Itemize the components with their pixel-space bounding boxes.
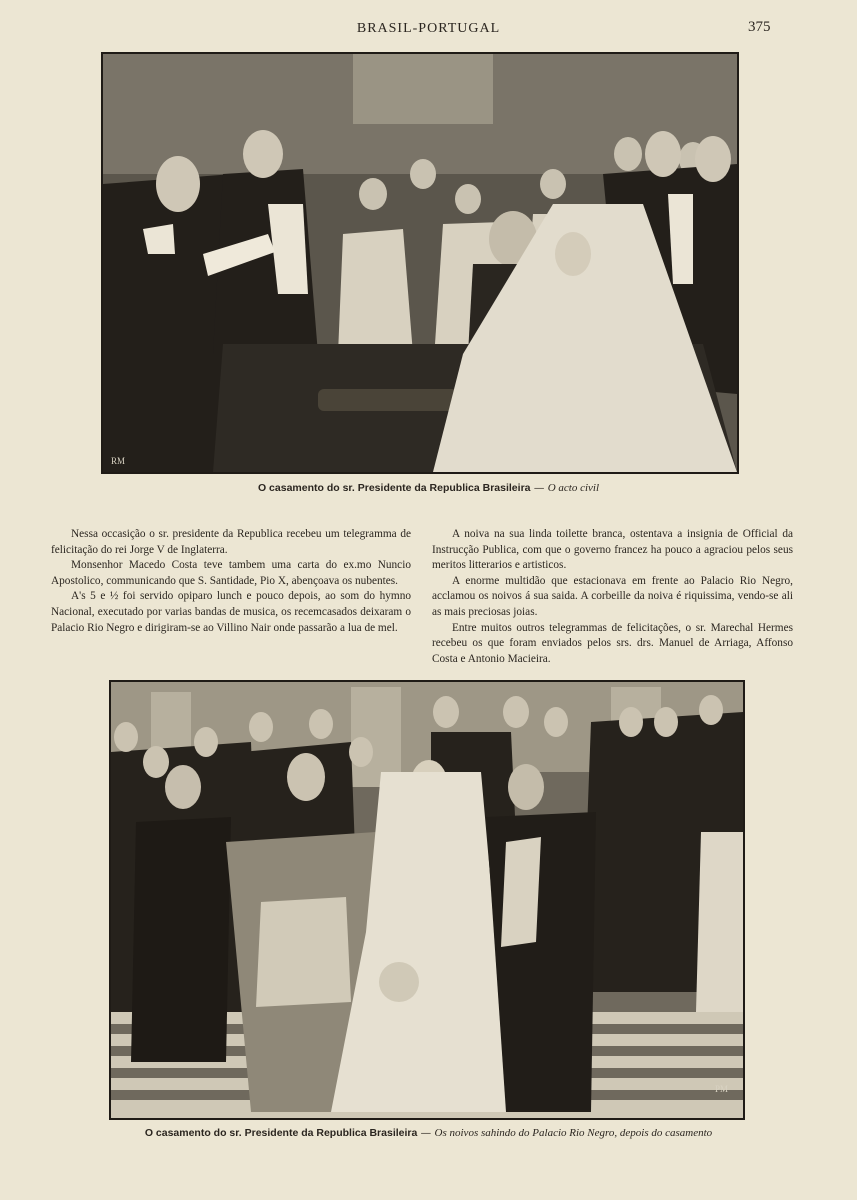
paragraph: A noiva na sua linda toilette branca, ostentava a insignia de Official da Instrucção Publica, com que o governo francez ha pouco a agraciou pelos seus meritos litterarios e artisticos.: [432, 528, 793, 572]
running-title: BRASIL-PORTUGAL: [356, 21, 501, 36]
photo-couple-leaving-illustration: [111, 682, 743, 1118]
caption-title: O casamento do sr. Presidente da Republica Brasileira: [144, 1127, 418, 1139]
text-column-right: [432, 527, 793, 667]
paragraph: A enorme multidão que estacionava em frente ao Palacio Rio Negro, acclamou os noivos á sua saida. A corbeille da noiva é riquissima, vendo-se ali as mais preciosas joias.: [432, 574, 793, 618]
caption-subtitle: Os noivos sahindo do Palacio Rio Negro, depois do casamento: [434, 1127, 713, 1139]
paragraph: A's 5 e ½ foi servido opiparo lunch e pouco depois, ao som do hymno Nacional, executado por varias bandas de musica, os recemcasados deixaram o Palacio Rio Negro e dirigiram-se ao Villino Nair onde passarão a lua de mel.: [51, 590, 411, 634]
photo-civil-ceremony: [101, 52, 739, 474]
caption-subtitle: O acto civil: [547, 482, 600, 494]
caption-separator: —: [530, 482, 548, 494]
paragraph: Monsenhor Macedo Costa teve tambem uma carta do ex.mo Nuncio Apostolico, communicando que S. Santidade, Pio X, abençoava os nubentes.: [51, 559, 411, 587]
text-column-left: [51, 527, 411, 636]
photo-couple-leaving-palace: [109, 680, 745, 1120]
photo-signature: RM: [111, 456, 126, 466]
photo-civil-ceremony-illustration: [103, 54, 737, 472]
caption-civil-ceremony: [0, 482, 857, 494]
caption-title: O casamento do sr. Presidente da Republica Brasileira: [257, 482, 531, 494]
caption-separator: —: [417, 1127, 435, 1139]
paragraph: Nessa occasição o sr. presidente da Republica recebeu um telegramma de felicitação do rei Jorge V de Inglaterra.: [51, 528, 411, 556]
page-number: 375: [748, 19, 771, 35]
caption-couple-leaving: [0, 1127, 857, 1139]
paragraph: Entre muitos outros telegrammas de felicitações, o sr. Marechal Hermes recebeu os que foram enviados pelos srs. drs. Manuel de Arriaga, Affonso Costa e Antonio Macieira.: [432, 621, 793, 665]
photo-signature: PM: [715, 1084, 729, 1094]
